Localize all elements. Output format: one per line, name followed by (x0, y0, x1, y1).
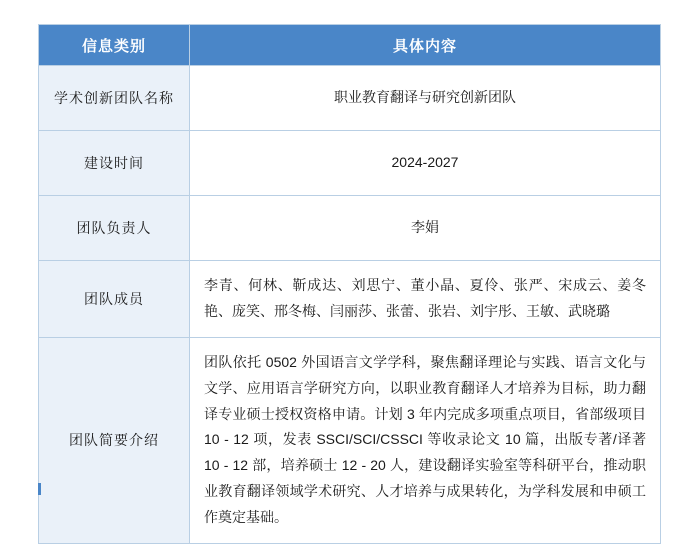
row-label-team-intro: 团队简要介绍 (39, 337, 190, 543)
row-label-team-name: 学术创新团队名称 (39, 66, 190, 131)
table-row (39, 337, 661, 543)
table-row (39, 131, 661, 196)
row-value-team-intro: 团队依托 0502 外国语言文学学科，聚焦翻译理论与实践、语言文化与文学、应用语言学研究方向，以职业教育翻译人才培养为目标，助力翻译专业硕士授权资格申请。计划 3 年内完成多项重点项目，省部级项目 10 - 12 项，发表 SSCI/SCI/CSSCI 等收录论文 10 篇，出版专著/译著 10 - 12 部，培养硕士 12 - 20 人，建设翻译实验室等科研平台，推动职业教育翻译领域学术研究、人才培养与成果转化，为学科发展和申硕工作奠定基础。 (190, 337, 661, 543)
header-category: 信息类别 (39, 25, 190, 66)
row-value-team-name: 职业教育翻译与研究创新团队 (190, 66, 661, 131)
table-header-row (39, 25, 661, 66)
table-row (39, 196, 661, 261)
table-row (39, 66, 661, 131)
row-value-team-leader: 李娟 (190, 196, 661, 261)
row-value-build-period: 2024-2027 (190, 131, 661, 196)
table-body (39, 66, 661, 544)
row-value-team-members: 李青、何林、靳成达、刘思宁、董小晶、夏伶、张严、宋成云、姜冬艳、庞笑、邢冬梅、闫丽莎、张蕾、张岩、刘宇彤、王敏、武晓璐 (190, 261, 661, 338)
page-bottom-marker (38, 483, 41, 495)
row-label-team-leader: 团队负责人 (39, 196, 190, 261)
row-label-build-period: 建设时间 (39, 131, 190, 196)
table-row (39, 261, 661, 338)
row-label-team-members: 团队成员 (39, 261, 190, 338)
header-content: 具体内容 (190, 25, 661, 66)
table-header (39, 25, 661, 66)
team-info-table (38, 24, 661, 544)
